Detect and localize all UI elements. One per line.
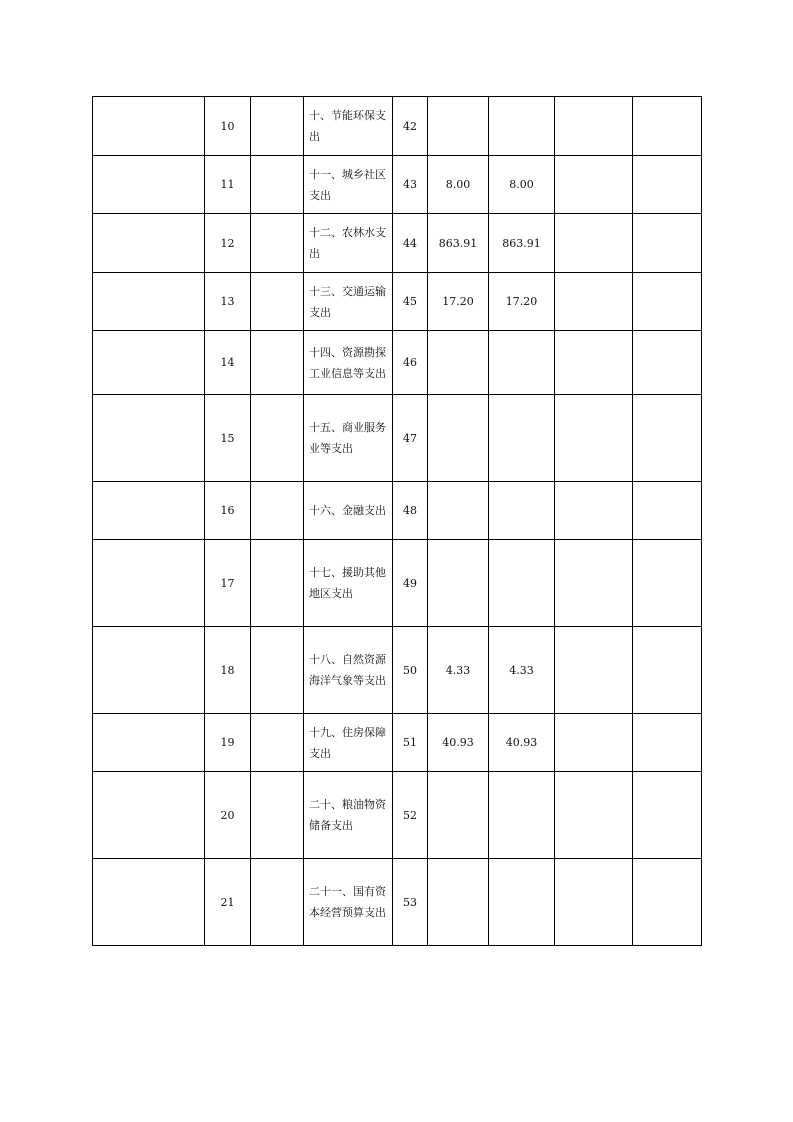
table-row bbox=[93, 97, 702, 156]
line-number-cell: 48 bbox=[393, 482, 428, 540]
amount-cell bbox=[633, 395, 702, 482]
row-number-cell: 21 bbox=[205, 859, 251, 946]
expenditure-item-label: 二十一、国有资本经营预算支出 bbox=[309, 885, 386, 919]
table-row bbox=[93, 156, 702, 214]
blank-cell bbox=[93, 482, 205, 540]
row-number-cell: 12 bbox=[205, 214, 251, 273]
row-number-cell: 19 bbox=[205, 714, 251, 772]
row-number-cell: 15 bbox=[205, 395, 251, 482]
line-number-cell: 47 bbox=[393, 395, 428, 482]
line-number-cell: 44 bbox=[393, 214, 428, 273]
expenditure-item-label: 十、节能环保支出 bbox=[309, 109, 386, 143]
amount-cell: 8.00 bbox=[489, 156, 555, 214]
blank-cell bbox=[251, 482, 304, 540]
expenditure-item-label: 十一、城乡社区支出 bbox=[309, 167, 386, 202]
amount-cell bbox=[489, 97, 555, 156]
expenditure-table bbox=[92, 96, 702, 946]
blank-cell bbox=[251, 273, 304, 331]
amount-cell bbox=[555, 540, 633, 627]
amount-cell bbox=[428, 331, 489, 395]
expenditure-item-label: 十三、交通运输支出 bbox=[309, 284, 386, 319]
amount-cell bbox=[428, 540, 489, 627]
amount-cell bbox=[489, 395, 555, 482]
table-row bbox=[93, 331, 702, 395]
amount-cell bbox=[555, 214, 633, 273]
blank-cell bbox=[93, 859, 205, 946]
amount-cell bbox=[555, 97, 633, 156]
amount-cell bbox=[555, 772, 633, 859]
blank-cell bbox=[93, 395, 205, 482]
blank-cell bbox=[251, 627, 304, 714]
amount-cell: 17.20 bbox=[489, 273, 555, 331]
amount-cell: 863.91 bbox=[428, 214, 489, 273]
row-number-cell: 10 bbox=[205, 97, 251, 156]
blank-cell bbox=[251, 540, 304, 627]
expenditure-item-label: 十七、援助其他地区支出 bbox=[309, 566, 386, 600]
amount-cell bbox=[489, 482, 555, 540]
amount-cell bbox=[633, 156, 702, 214]
expenditure-item-label: 十九、住房保障支出 bbox=[309, 725, 386, 760]
amount-cell bbox=[633, 273, 702, 331]
expenditure-item-label: 二十、粮油物资储备支出 bbox=[309, 798, 386, 832]
amount-cell bbox=[633, 540, 702, 627]
amount-cell bbox=[555, 714, 633, 772]
table-row bbox=[93, 214, 702, 273]
row-number-cell: 13 bbox=[205, 273, 251, 331]
blank-cell bbox=[93, 214, 205, 273]
table-row bbox=[93, 714, 702, 772]
line-number-cell: 53 bbox=[393, 859, 428, 946]
blank-cell bbox=[93, 714, 205, 772]
amount-cell: 40.93 bbox=[428, 714, 489, 772]
amount-cell bbox=[428, 859, 489, 946]
expenditure-item-label: 十五、商业服务业等支出 bbox=[309, 421, 386, 455]
blank-cell bbox=[93, 627, 205, 714]
expenditure-item-label: 十六、金融支出 bbox=[309, 504, 386, 517]
amount-cell: 863.91 bbox=[489, 214, 555, 273]
expenditure-item-cell bbox=[304, 214, 393, 273]
row-number-cell: 17 bbox=[205, 540, 251, 627]
expenditure-item-cell bbox=[304, 273, 393, 331]
blank-cell bbox=[251, 395, 304, 482]
expenditure-item-cell bbox=[304, 156, 393, 214]
line-number-cell: 52 bbox=[393, 772, 428, 859]
row-number-cell: 11 bbox=[205, 156, 251, 214]
amount-cell: 40.93 bbox=[489, 714, 555, 772]
amount-cell bbox=[428, 97, 489, 156]
blank-cell bbox=[251, 859, 304, 946]
line-number-cell: 43 bbox=[393, 156, 428, 214]
amount-cell bbox=[633, 627, 702, 714]
blank-cell bbox=[93, 97, 205, 156]
table-row bbox=[93, 859, 702, 946]
blank-cell bbox=[93, 772, 205, 859]
expenditure-item-cell bbox=[304, 627, 393, 714]
expenditure-item-cell bbox=[304, 540, 393, 627]
table-row bbox=[93, 772, 702, 859]
blank-cell bbox=[251, 156, 304, 214]
blank-cell bbox=[251, 97, 304, 156]
amount-cell bbox=[555, 395, 633, 482]
blank-cell bbox=[93, 273, 205, 331]
amount-cell bbox=[633, 97, 702, 156]
amount-cell bbox=[489, 859, 555, 946]
row-number-cell: 18 bbox=[205, 627, 251, 714]
line-number-cell: 51 bbox=[393, 714, 428, 772]
line-number-cell: 42 bbox=[393, 97, 428, 156]
amount-cell: 17.20 bbox=[428, 273, 489, 331]
expenditure-item-label: 十二、农林水支出 bbox=[309, 226, 386, 260]
table-row bbox=[93, 273, 702, 331]
amount-cell bbox=[633, 714, 702, 772]
table-row bbox=[93, 482, 702, 540]
line-number-cell: 50 bbox=[393, 627, 428, 714]
expenditure-item-cell bbox=[304, 772, 393, 859]
expenditure-item-cell bbox=[304, 97, 393, 156]
amount-cell bbox=[555, 156, 633, 214]
row-number-cell: 20 bbox=[205, 772, 251, 859]
expenditure-item-cell bbox=[304, 714, 393, 772]
amount-cell bbox=[489, 772, 555, 859]
amount-cell bbox=[633, 214, 702, 273]
amount-cell bbox=[428, 772, 489, 859]
blank-cell bbox=[93, 331, 205, 395]
amount-cell bbox=[555, 331, 633, 395]
amount-cell bbox=[633, 331, 702, 395]
amount-cell bbox=[633, 482, 702, 540]
amount-cell bbox=[555, 627, 633, 714]
amount-cell bbox=[555, 482, 633, 540]
amount-cell bbox=[555, 859, 633, 946]
blank-cell bbox=[93, 540, 205, 627]
expenditure-item-cell bbox=[304, 482, 393, 540]
blank-cell bbox=[93, 156, 205, 214]
amount-cell bbox=[428, 395, 489, 482]
line-number-cell: 46 bbox=[393, 331, 428, 395]
line-number-cell: 49 bbox=[393, 540, 428, 627]
amount-cell: 4.33 bbox=[428, 627, 489, 714]
blank-cell bbox=[251, 331, 304, 395]
amount-cell: 4.33 bbox=[489, 627, 555, 714]
expenditure-item-cell bbox=[304, 331, 393, 395]
amount-cell bbox=[489, 331, 555, 395]
line-number-cell: 45 bbox=[393, 273, 428, 331]
amount-cell: 8.00 bbox=[428, 156, 489, 214]
amount-cell bbox=[555, 273, 633, 331]
expenditure-item-cell bbox=[304, 859, 393, 946]
blank-cell bbox=[251, 714, 304, 772]
expenditure-item-cell bbox=[304, 395, 393, 482]
blank-cell bbox=[251, 772, 304, 859]
row-number-cell: 16 bbox=[205, 482, 251, 540]
row-number-cell: 14 bbox=[205, 331, 251, 395]
table-row bbox=[93, 395, 702, 482]
table-row bbox=[93, 540, 702, 627]
expenditure-item-label: 十四、资源勘探工业信息等支出 bbox=[309, 345, 386, 380]
expenditure-item-label: 十八、自然资源海洋气象等支出 bbox=[309, 653, 386, 687]
blank-cell bbox=[251, 214, 304, 273]
table-row bbox=[93, 627, 702, 714]
amount-cell bbox=[633, 772, 702, 859]
amount-cell bbox=[633, 859, 702, 946]
amount-cell bbox=[489, 540, 555, 627]
amount-cell bbox=[428, 482, 489, 540]
